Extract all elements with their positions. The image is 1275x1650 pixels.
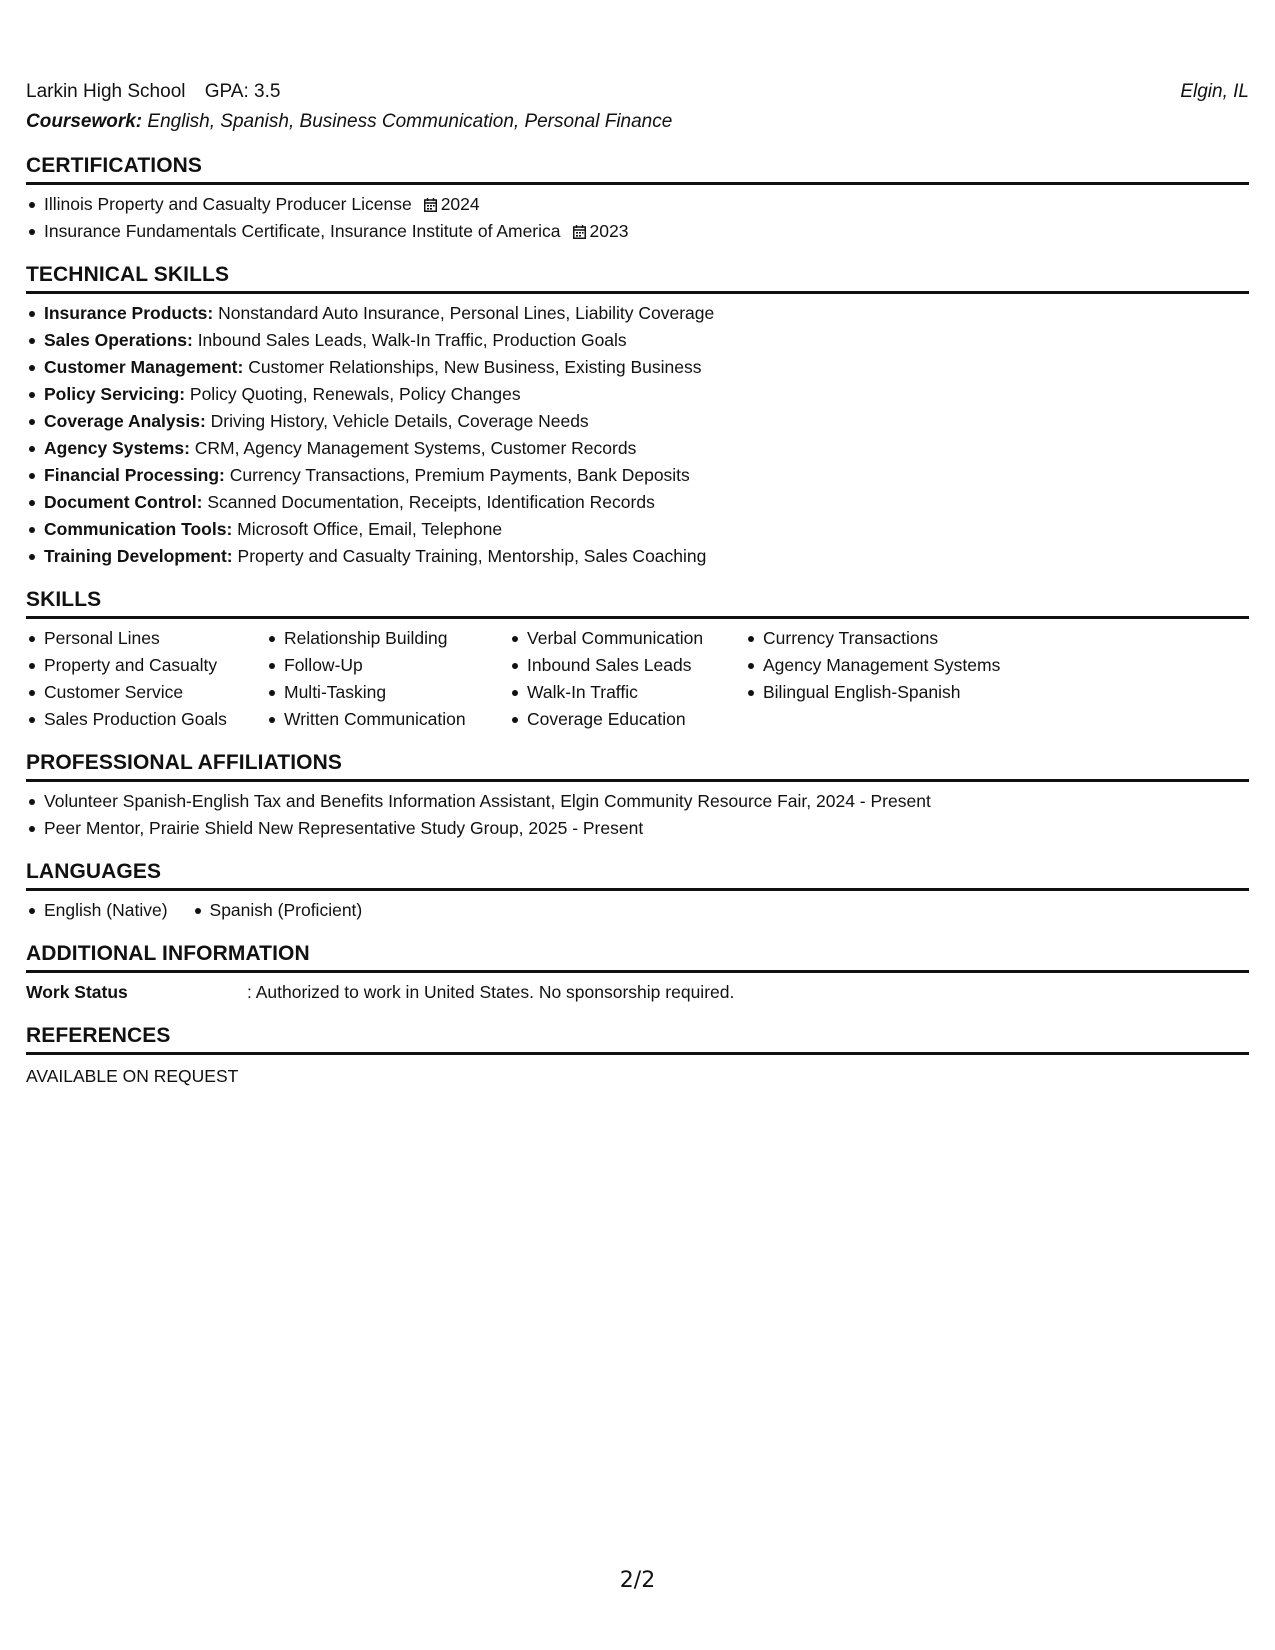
technical-skill-text: Policy Quoting, Renewals, Policy Changes [189, 384, 521, 404]
affiliation-item: Volunteer Spanish-English Tax and Benefits Information Assistant, Elgin Community Resource Fair, 2024 - Present [26, 788, 1249, 815]
education-row [26, 78, 1249, 106]
certification-item [26, 191, 1249, 218]
skills-column [266, 625, 509, 733]
skill-item: Coverage Education [509, 706, 745, 733]
skill-item: Written Communication [266, 706, 509, 733]
education-location: Elgin, IL [1180, 81, 1249, 102]
technical-skill-item [26, 300, 1249, 327]
references-text: AVAILABLE ON REQUEST [26, 1066, 239, 1086]
technical-skill-text: Property and Casualty Training, Mentorship, Sales Coaching [237, 546, 707, 566]
certification-name: Illinois Property and Casualty Producer License [44, 194, 412, 214]
skill-item: Personal Lines [26, 625, 266, 652]
technical-skill-label: Insurance Products: [44, 303, 214, 323]
skill-item: Follow-Up [266, 652, 509, 679]
education-school-gpa [26, 78, 294, 106]
skill-item: Walk-In Traffic [509, 679, 745, 706]
coursework-label: Coursework: [26, 111, 143, 132]
work-status-label: Work Status [26, 982, 128, 1002]
technical-skill-item [26, 408, 1249, 435]
skills-column [26, 625, 266, 733]
technical-skill-text: Customer Relationships, New Business, Existing Business [248, 357, 702, 377]
skill-item: Inbound Sales Leads [509, 652, 745, 679]
section-title-skills: SKILLS [26, 588, 1249, 619]
skills-column [745, 625, 1045, 733]
language-item: English (Native) [26, 897, 168, 924]
language-item: Spanish (Proficient) [192, 897, 363, 924]
skill-item: Currency Transactions [745, 625, 1045, 652]
technical-skill-item [26, 381, 1249, 408]
technical-skill-label: Communication Tools: [44, 519, 233, 539]
coursework [26, 108, 1249, 136]
section-title-affiliations: PROFESSIONAL AFFILIATIONS [26, 751, 1249, 782]
certifications-list [26, 191, 1249, 245]
skill-item: Agency Management Systems [745, 652, 1045, 679]
languages-list [26, 897, 1249, 924]
technical-skill-item [26, 516, 1249, 543]
technical-skill-text: Currency Transactions, Premium Payments, Bank Deposits [229, 465, 690, 485]
technical-skill-label: Financial Processing: [44, 465, 225, 485]
technical-skill-label: Sales Operations: [44, 330, 193, 350]
work-status-value: : Authorized to work in United States. No sponsorship required. [247, 982, 735, 1002]
technical-skill-item [26, 543, 1249, 570]
skill-item: Verbal Communication [509, 625, 745, 652]
technical-skill-text: Nonstandard Auto Insurance, Personal Lines, Liability Coverage [218, 303, 715, 323]
technical-skill-text: Driving History, Vehicle Details, Coverage Needs [210, 411, 589, 431]
language-group [192, 897, 363, 924]
technical-skill-text: Inbound Sales Leads, Walk-In Traffic, Production Goals [197, 330, 627, 350]
technical-skill-label: Policy Servicing: [44, 384, 186, 404]
skill-item: Property and Casualty [26, 652, 266, 679]
technical-skill-label: Agency Systems: [44, 438, 190, 458]
technical-skill-label: Training Development: [44, 546, 233, 566]
certification-name: Insurance Fundamentals Certificate, Insurance Institute of America [44, 221, 561, 241]
technical-skill-text: Scanned Documentation, Receipts, Identification Records [207, 492, 655, 512]
section-title-languages: LANGUAGES [26, 860, 1249, 891]
affiliations-list [26, 788, 1249, 842]
gpa: GPA: 3.5 [204, 81, 281, 102]
skills-grid [26, 625, 1249, 733]
technical-skill-item [26, 354, 1249, 381]
technical-skill-item [26, 327, 1249, 354]
certification-item [26, 218, 1249, 245]
language-group [26, 897, 168, 924]
skill-item: Relationship Building [266, 625, 509, 652]
certification-year: 2024 [440, 194, 480, 214]
resume-page [26, 78, 1249, 1090]
section-title-references: REFERENCES [26, 1024, 1249, 1055]
work-status-row [26, 979, 1249, 1006]
technical-skill-label: Coverage Analysis: [44, 411, 206, 431]
skill-item: Bilingual English-Spanish [745, 679, 1045, 706]
technical-skill-item [26, 435, 1249, 462]
certification-year: 2023 [589, 221, 629, 241]
school-name: Larkin High School [26, 81, 186, 102]
skills-column [509, 625, 745, 733]
section-title-technical-skills: TECHNICAL SKILLS [26, 263, 1249, 294]
calendar-icon [573, 225, 586, 239]
technical-skills-list [26, 300, 1249, 570]
section-title-additional-information: ADDITIONAL INFORMATION [26, 942, 1249, 973]
affiliation-item: Peer Mentor, Prairie Shield New Representative Study Group, 2025 - Present [26, 815, 1249, 842]
page-number: 2/2 [619, 1568, 656, 1593]
technical-skill-text: Microsoft Office, Email, Telephone [237, 519, 503, 539]
skill-item: Sales Production Goals [26, 706, 266, 733]
section-title-certifications: CERTIFICATIONS [26, 154, 1249, 185]
coursework-list: English, Spanish, Business Communication, Personal Finance [147, 111, 673, 132]
technical-skill-text: CRM, Agency Management Systems, Customer Records [194, 438, 637, 458]
technical-skill-label: Customer Management: [44, 357, 244, 377]
technical-skill-item [26, 489, 1249, 516]
technical-skill-label: Document Control: [44, 492, 203, 512]
skill-item: Multi-Tasking [266, 679, 509, 706]
skill-item: Customer Service [26, 679, 266, 706]
technical-skill-item [26, 462, 1249, 489]
calendar-icon [424, 198, 437, 212]
